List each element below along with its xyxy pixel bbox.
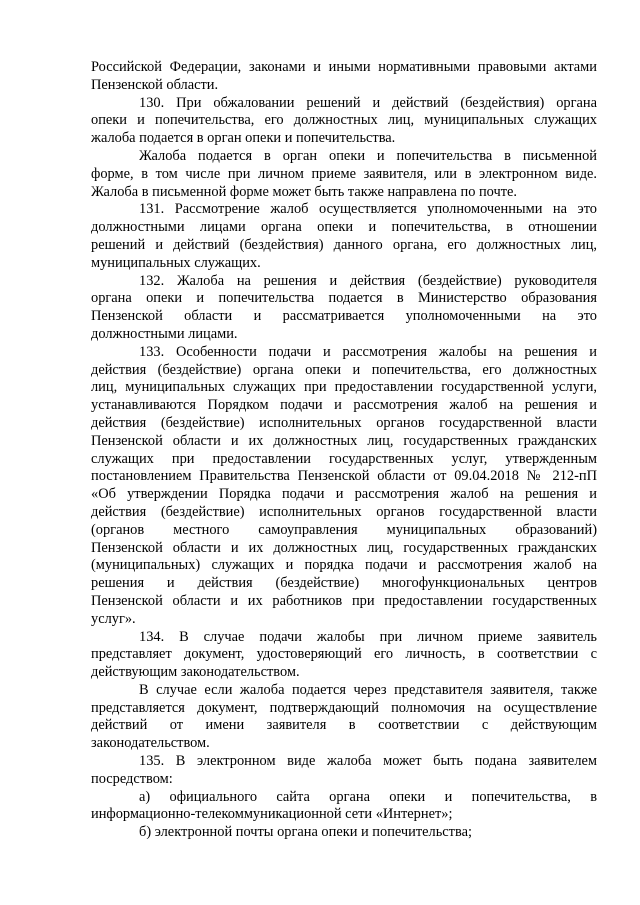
text-line: должностными лицами. [91,325,238,342]
text-line: 131. Рассмотрение жалоб осуществляется уполномоченными на это [139,201,597,218]
text-line: б) электронной почты органа опеки и попечительства; [139,824,472,841]
text-line: информационно-телекоммуникационной сети «Интернет»; [91,806,453,823]
text-line: Пензенской области и их должностных лиц, государственных гражданских [91,432,597,449]
text-line: 135. В электронном виде жалоба может быть подана заявителем [139,753,597,770]
text-line: Российской Федерации, законами и иными нормативными правовыми актами [91,59,597,75]
text-line: Пензенской области и их должностных лиц, государственных гражданских [91,539,597,556]
text-line: решения и действия (бездействие) многофункциональных центров [91,575,597,592]
text-line: действия (бездействие) исполнительных органов государственной власти [91,414,597,431]
text-line: действия (бездействие) органа опеки и попечительства, его должностных [91,361,597,378]
text-line: постановлением Правительства Пензенской области от 09.04.2018 № 212-пП [91,468,597,485]
text-line: Пензенской области и их работников при предоставлении государственных [91,592,597,609]
text-line: представляется документ, подтверждающий полномочия на осуществление [91,699,597,716]
text-line: «Об утверждении Порядка подачи и рассмотрения жалоб на решения и [91,486,597,503]
text-line: муниципальных служащих. [91,254,261,271]
text-line: форме, в том числе при личном приеме заявителя, или в электронном виде. [91,165,597,182]
text-line: действующим законодательством. [91,664,300,681]
text-line: жалоба подается в орган опеки и попечительства. [91,130,396,147]
text-line: услуг». [91,610,136,627]
text-line: органа опеки и попечительства подается в Министерство образования [91,290,597,307]
text-line: 133. Особенности подачи и рассмотрения жалобы на решения и [139,343,597,360]
text-line: посредством: [91,770,173,787]
text-line: В случае если жалоба подается через представителя заявителя, также [139,681,597,698]
text-line: представляет документ, удостоверяющий его личность, в соответствии с [91,646,597,663]
text-line: (органов местного самоуправления муниципальных образований) [91,521,597,538]
text-line: Жалоба подается в орган опеки и попечительства в письменной [139,147,597,164]
text-line: (муниципальных) служащих и порядка подачи и рассмотрения жалоб на [91,557,597,574]
text-line: Пензенской области. [91,76,219,93]
text-line: служащих при предоставлении государственных услуг, утвержденным [91,450,597,467]
text-line: должностными лицами органа опеки и попечительства, в отношении [91,219,597,236]
text-line: решений и действий (бездействия) данного органа, его должностных лиц, [91,236,597,253]
text-line: 132. Жалоба на решения и действия (бездействие) руководителя [139,272,597,289]
text-line: Жалоба в письменной форме может быть также направлена по почте. [91,183,518,200]
text-line: законодательством. [91,735,210,752]
text-line: устанавливаются Порядком подачи и рассмотрения жалоб на решения и [91,397,597,414]
text-line: опеки и попечительства, его должностных лиц, муниципальных служащих [91,112,597,129]
text-line: лиц, муниципальных служащих при предоставлении государственной услуги, [91,379,597,396]
text-line: 134. В случае подачи жалобы при личном приеме заявитель [139,628,597,645]
text-line: действия (бездействие) исполнительных органов государственной власти [91,503,597,520]
text-line: 130. При обжаловании решений и действий (бездействия) органа [139,94,597,111]
text-line: действий от имени заявителя в соответствии с действующим [91,717,597,734]
text-line: Пензенской области и рассматривается уполномоченными на это [91,308,597,325]
text-line: а) официального сайта органа опеки и попечительства, в [139,788,597,805]
